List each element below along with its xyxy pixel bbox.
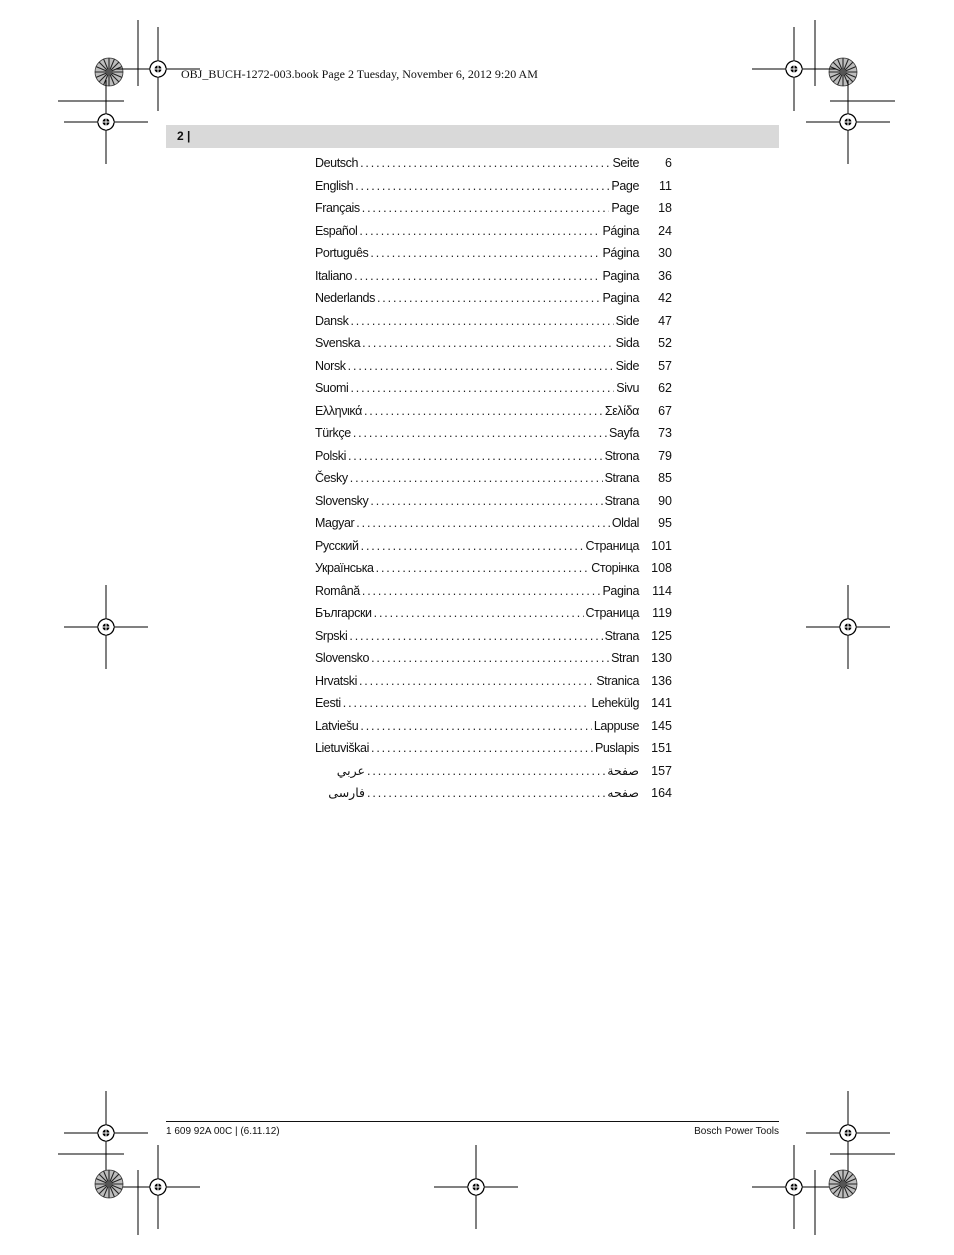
page-header-bar (166, 125, 779, 148)
toc-language: Nederlands (315, 291, 375, 305)
toc-page-word: Page (611, 201, 639, 215)
toc-page-word: Puslapis (594, 741, 639, 755)
toc-language: Español (315, 223, 358, 238)
toc-page-number: 30 (658, 246, 672, 260)
toc-page-word: Page (611, 178, 639, 193)
toc-entry[interactable] (315, 287, 672, 310)
toc-entry[interactable] (315, 152, 672, 175)
toc-dot-leader (349, 625, 602, 648)
toc-dot-leader (362, 332, 613, 355)
toc-dot-leader (350, 467, 603, 490)
toc-dot-leader (359, 670, 594, 693)
toc-page-word: Pagina (602, 268, 639, 283)
toc-page-number: 95 (658, 516, 672, 530)
table-of-contents (315, 152, 672, 805)
toc-page-number: 47 (658, 313, 672, 328)
toc-page-number: 18 (658, 201, 672, 215)
toc-page-number: 67 (658, 403, 672, 418)
toc-page-word: Strona (604, 448, 639, 463)
toc-entry[interactable] (315, 625, 672, 648)
footer-brand: Bosch Power Tools (694, 1126, 779, 1137)
toc-dot-leader (361, 535, 584, 558)
toc-language: فارسی (328, 786, 365, 800)
toc-page-number: 130 (651, 651, 672, 665)
toc-page-number: 42 (658, 291, 672, 305)
toc-language: Norsk (315, 358, 346, 373)
toc-page-word: Sayfa (609, 426, 639, 440)
toc-language: Latviešu (315, 718, 359, 733)
toc-language: Srpski (315, 628, 348, 643)
toc-language: Česky (315, 471, 348, 485)
toc-entry[interactable] (315, 692, 672, 715)
toc-entry[interactable] (315, 175, 672, 198)
toc-dot-leader (350, 310, 613, 333)
toc-page-word: Σελίδα (604, 403, 639, 418)
toc-page-word: Sivu (616, 381, 639, 395)
toc-page-number: 36 (658, 268, 672, 283)
toc-language: Slovensky (315, 493, 369, 508)
toc-page-word: Pagina (602, 583, 639, 598)
toc-language: Slovensko (315, 651, 370, 665)
toc-page-word: Strana (604, 471, 639, 485)
toc-entry[interactable] (315, 377, 672, 400)
toc-page-number: 73 (658, 426, 672, 440)
toc-page-word: Страница (585, 538, 639, 553)
toc-language: Deutsch (315, 156, 359, 170)
toc-entry[interactable] (315, 467, 672, 490)
toc-language: Lietuviškai (315, 741, 369, 755)
toc-language: Italiano (315, 268, 353, 283)
toc-entry[interactable] (315, 355, 672, 378)
toc-page-number: 6 (665, 156, 672, 170)
toc-dot-leader (374, 602, 584, 625)
toc-page-number: 90 (658, 493, 672, 508)
toc-page-word: Sida (615, 336, 639, 350)
toc-page-word: Oldal (611, 516, 639, 530)
toc-language: Hrvatski (315, 673, 357, 688)
toc-entry[interactable] (315, 220, 672, 243)
toc-language: Português (315, 246, 369, 260)
toc-entry[interactable] (315, 332, 672, 355)
toc-language: Українська (315, 561, 374, 575)
toc-language: Dansk (315, 313, 349, 328)
toc-dot-leader (360, 715, 591, 738)
toc-entry[interactable] (315, 535, 672, 558)
toc-page-number: 79 (658, 448, 672, 463)
toc-dot-leader (355, 175, 609, 198)
toc-language: Svenska (315, 336, 361, 350)
toc-dot-leader (377, 287, 601, 310)
toc-dot-leader (360, 152, 610, 175)
toc-entry[interactable] (315, 310, 672, 333)
toc-entry[interactable] (315, 760, 672, 783)
toc-language: Suomi (315, 381, 349, 395)
toc-page-word: Stranica (596, 673, 639, 688)
toc-page-word: Página (602, 246, 639, 260)
toc-language: Türkçe (315, 426, 351, 440)
toc-dot-leader (359, 220, 600, 243)
toc-language: Magyar (315, 516, 355, 530)
footer-divider (166, 1121, 779, 1122)
toc-language: عربي (336, 763, 365, 778)
toc-dot-leader (354, 265, 600, 288)
toc-page-number: 125 (651, 628, 672, 643)
toc-dot-leader (348, 445, 603, 468)
toc-page-number: 52 (658, 336, 672, 350)
toc-dot-leader (376, 557, 590, 580)
toc-page-word: Stran (611, 651, 639, 665)
toc-page-word: Strana (604, 628, 639, 643)
toc-page-word: صفحة (607, 763, 639, 778)
toc-entry[interactable] (315, 490, 672, 513)
toc-page-number: 141 (651, 696, 672, 710)
toc-page-number: 57 (658, 358, 672, 373)
toc-entry[interactable] (315, 400, 672, 423)
toc-entry[interactable] (315, 197, 672, 220)
toc-dot-leader (348, 355, 614, 378)
toc-language: Ελληνικά (315, 403, 362, 418)
toc-dot-leader (364, 400, 603, 423)
toc-language: Русский (315, 538, 359, 553)
toc-page-word: Pagina (602, 291, 639, 305)
toc-page-number: 136 (651, 673, 672, 688)
toc-language: Română (315, 583, 360, 598)
toc-dot-leader (353, 422, 607, 445)
toc-entry[interactable] (315, 737, 672, 760)
toc-entry[interactable] (315, 670, 672, 693)
toc-page-word: Lehekülg (591, 696, 639, 710)
toc-page-word: Side (615, 358, 639, 373)
toc-entry[interactable] (315, 445, 672, 468)
toc-page-number: 157 (651, 763, 672, 778)
toc-page-number: 24 (658, 223, 672, 238)
toc-page-number: 62 (658, 381, 672, 395)
toc-language: Français (315, 201, 360, 215)
toc-entry[interactable] (315, 602, 672, 625)
toc-dot-leader (367, 782, 605, 805)
toc-dot-leader (370, 242, 600, 265)
toc-language: English (315, 178, 354, 193)
toc-language: Polski (315, 448, 346, 463)
toc-page-number: 11 (659, 178, 672, 193)
toc-dot-leader (362, 197, 610, 220)
toc-page-word: Сторінка (591, 561, 639, 575)
toc-entry[interactable] (315, 512, 672, 535)
file-slug-line: OBJ_BUCH-1272-003.book Page 2 Tuesday, November 6, 2012 9:20 AM (181, 67, 538, 81)
toc-page-word: صفحه (607, 786, 639, 800)
page-number: 2 | (177, 129, 191, 143)
toc-dot-leader (371, 647, 609, 670)
toc-page-number: 101 (651, 538, 672, 553)
toc-page-number: 151 (651, 741, 672, 755)
toc-page-word: Strana (604, 493, 639, 508)
toc-entry[interactable] (315, 242, 672, 265)
toc-dot-leader (370, 490, 602, 513)
toc-entry[interactable] (315, 580, 672, 603)
toc-page-word: Side (615, 313, 639, 328)
toc-entry[interactable] (315, 265, 672, 288)
toc-dot-leader (371, 737, 593, 760)
toc-dot-leader (350, 377, 614, 400)
toc-dot-leader (362, 580, 601, 603)
toc-page-word: Страница (585, 606, 639, 620)
toc-page-number: 164 (651, 786, 672, 800)
toc-dot-leader (343, 692, 590, 715)
toc-language: Eesti (315, 696, 341, 710)
toc-page-word: Página (602, 223, 639, 238)
toc-entry[interactable] (315, 557, 672, 580)
footer-document-code: 1 609 92A 00C | (6.11.12) (166, 1126, 280, 1137)
toc-page-number: 119 (652, 606, 672, 620)
toc-page-word: Seite (612, 156, 639, 170)
toc-entry[interactable] (315, 647, 672, 670)
toc-entry[interactable] (315, 422, 672, 445)
toc-page-number: 145 (651, 718, 672, 733)
toc-language: Български (315, 606, 372, 620)
toc-entry[interactable] (315, 715, 672, 738)
toc-page-number: 114 (652, 583, 672, 598)
toc-page-number: 85 (658, 471, 672, 485)
toc-page-number: 108 (651, 561, 672, 575)
toc-dot-leader (367, 760, 605, 783)
toc-page-word: Lappuse (593, 718, 639, 733)
toc-dot-leader (356, 512, 610, 535)
toc-entry[interactable] (315, 782, 672, 805)
